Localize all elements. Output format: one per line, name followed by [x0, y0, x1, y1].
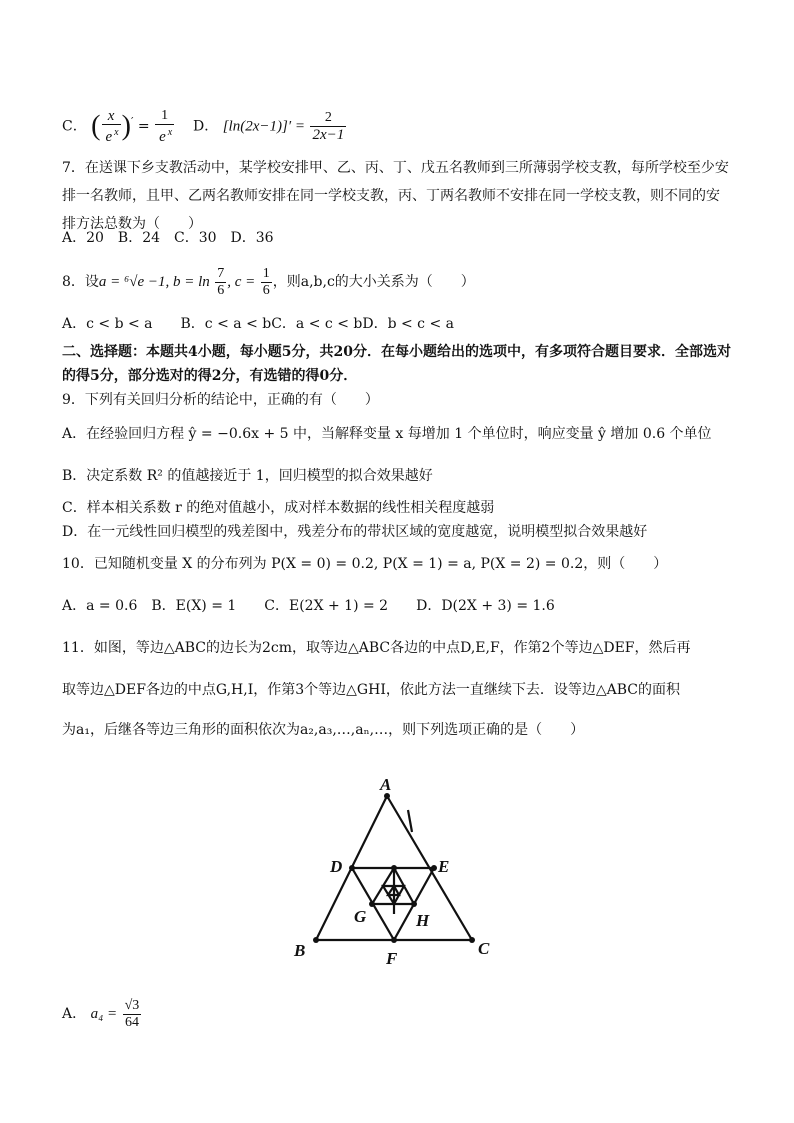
point-f	[391, 937, 397, 943]
label-g: G	[354, 907, 367, 926]
frac-den: 6	[262, 282, 270, 298]
label-e: E	[438, 857, 450, 876]
section-2-heading: 二、选择题：本题共4小题，每小题5分，共20分．在每小题给出的选项中，有多项符合题目要求．全部选对的得5分，部分选对的得2分，有选错的得0分．	[62, 344, 731, 384]
q11-option-a-label: A．	[62, 1006, 87, 1022]
q11-line-1: 11．如图，等边△ABC的边长为2cm，取等边△ABC各边的中点D,E,F，作第2个等边△DEF，然后再	[62, 640, 691, 656]
q9-option-c: C．样本相关系数 r 的绝对值越小，成对样本数据的线性相关程度越弱	[62, 500, 495, 516]
point-c	[469, 937, 475, 943]
q8-c-fraction	[261, 266, 272, 299]
q8-a-expr: a = ⁶√e −1, b = ln	[98, 274, 210, 290]
frac-den: 2x−1	[312, 127, 345, 144]
tick-mark	[408, 810, 412, 832]
label-b: B	[294, 941, 306, 960]
den-sup: x	[167, 127, 173, 139]
q8-stem	[62, 262, 475, 302]
point-i	[391, 865, 397, 871]
frac-num: x	[102, 108, 121, 125]
q6-option-d-label: D．	[193, 118, 219, 135]
q11-option-a	[62, 990, 142, 1038]
label-f: F	[386, 949, 398, 968]
q11-option-a-fraction	[123, 998, 142, 1031]
q8-c-expr: , c =	[227, 274, 256, 290]
paren-close: )	[121, 110, 131, 142]
q9-stem: 9．下列有关回归分析的结论中，正确的有（ ）	[62, 392, 379, 408]
q7-options: A．20 B．24 C．30 D．36	[62, 230, 274, 246]
point-h	[411, 901, 417, 907]
q8-options: A．c < b < a B．c < a < bC．a < c < bD．b < c < a	[62, 316, 454, 332]
q10-options: A．a = 0.6 B．E(X) = 1 C．E(2X + 1) = 2 D．D(2X + 3) = 1.6	[62, 598, 555, 614]
frac-num: 7	[217, 265, 225, 281]
label-d: D	[330, 857, 343, 876]
q6-option-c-label: C．	[62, 118, 87, 135]
point-d	[349, 865, 355, 871]
label-c: C	[478, 939, 490, 958]
frac-num: 1	[155, 108, 174, 125]
den-base: e	[159, 129, 166, 146]
label-h: H	[416, 911, 430, 930]
q6-option-c-fraction	[102, 108, 121, 145]
q8-b-fraction	[215, 266, 226, 299]
frac-den: 6	[217, 282, 225, 298]
nested-triangles-figure	[290, 776, 510, 972]
frac-num: 2	[310, 110, 346, 127]
label-a: A	[380, 776, 392, 794]
q9-option-a: A．在经验回归方程 ŷ = −0.6x + 5 中，当解释变量 x 每增加 1 个单位时，响应变量 ŷ 增加 0.6 个单位	[62, 426, 712, 442]
q9-option-d: D．在一元线性回归模型的残差图中，残差分布的带状区域的宽度越宽，说明模型拟合效果越好	[62, 524, 648, 540]
den-base: e	[105, 129, 113, 146]
equals-sign: =	[137, 118, 155, 135]
q11-option-a-lhs: a₄ =	[90, 1006, 118, 1022]
point-e	[431, 865, 437, 871]
q7-stem: 7．在送课下乡支教活动中，某学校安排甲、乙、丙、丁、戊五名教师到三所薄弱学校支教，每所学校至少安排一名教师，且甲、乙两名教师安排在同一学校支教，丙、丁两名教师不安排在同一学校支教，则不同的安排方法总数为（ ）	[62, 160, 729, 232]
q6-option-d-rhs	[310, 110, 346, 143]
point-b	[313, 937, 319, 943]
q6-option-d-expr: [ln(2x−1)]′ =	[222, 118, 305, 135]
frac-den	[155, 125, 174, 145]
q6-option-c-rhs	[155, 108, 174, 145]
q9-option-b: B．决定系数 R² 的值越接近于 1，回归模型的拟合效果越好	[62, 468, 433, 484]
q11-line-2: 取等边△DEF各边的中点G,H,I，作第3个等边△GHI，依此方法一直继续下去．设等边△ABC的面积	[62, 682, 680, 698]
frac-num: 1	[262, 265, 270, 281]
frac-den: 64	[124, 1014, 139, 1030]
q10-stem: 10．已知随机变量 X 的分布列为 P(X = 0) = 0.2, P(X = 1) = a, P(X = 2) = 0.2，则（ ）	[62, 556, 668, 572]
prime-mark: ′	[130, 115, 134, 128]
frac-den	[102, 125, 121, 145]
q11-line-3: 为a₁，后继各等边三角形的面积依次为a₂,a₃,…,aₙ,…，则下列选项正确的是（ ）	[62, 722, 585, 738]
paren-open: (	[91, 110, 101, 142]
point-g	[369, 901, 375, 907]
q6-options-line	[62, 100, 347, 144]
den-sup: x	[114, 127, 119, 139]
frac-num: √3	[124, 997, 140, 1013]
q8-prefix: 8．设	[62, 274, 99, 290]
q8-suffix: ，则a,b,c的大小关系为（ ）	[272, 274, 475, 290]
